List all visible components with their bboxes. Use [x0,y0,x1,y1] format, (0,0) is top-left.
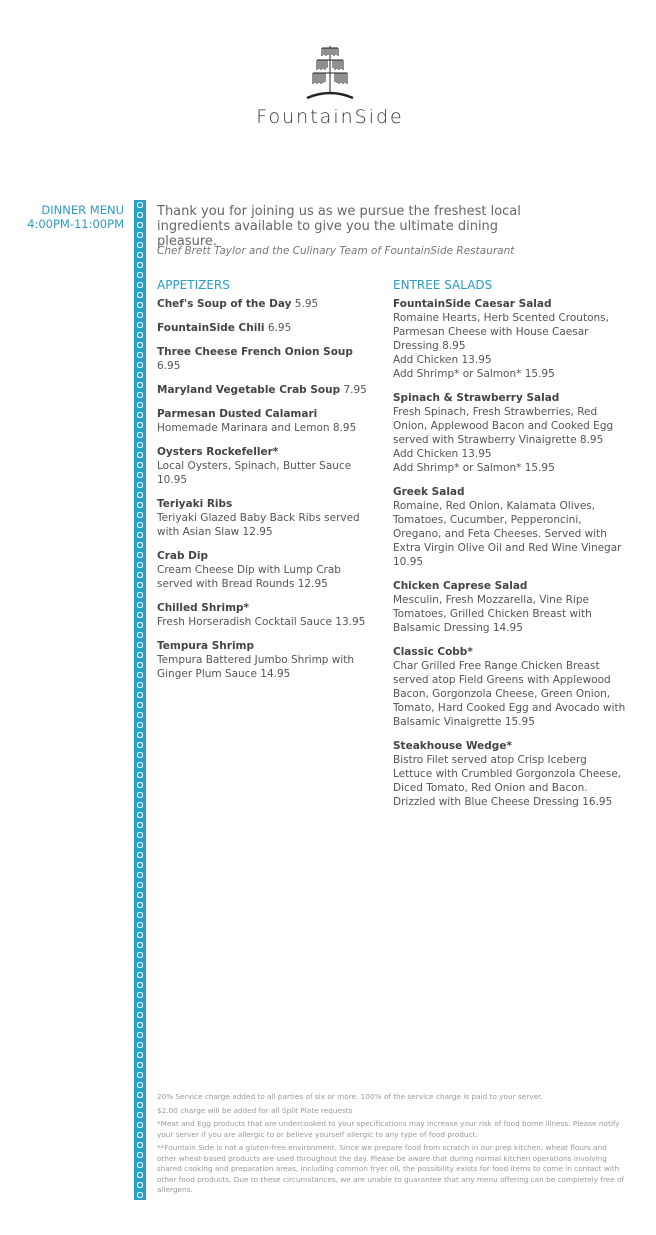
menu-item [157,445,377,487]
footnotes [157,1092,627,1199]
item-name: FountainSide Caesar Salad [393,298,552,310]
item-name: Spinach & Strawberry Salad [393,392,560,404]
item-desc: Cream Cheese Dip with Lump Crab served with Bread Rounds 12.95 [157,564,341,590]
section-heading: APPETIZERS [157,278,230,292]
item-name: Maryland Vegetable Crab Soup [157,384,341,396]
item-name: Chicken Caprese Salad [393,580,528,592]
fountain-icon [295,40,365,102]
item-desc: Bistro Filet served atop Crisp Iceberg Lettuce with Crumbled Gorgonzola Cheese, Diced Tomato, Red Onion and Bacon. Drizzled with Blue Cheese Dressing 16.95 [393,754,622,808]
item-desc: Fresh Spinach, Fresh Strawberries, Red Onion, Applewood Bacon and Cooked Egg served with Strawberry Vinaigrette 8.95 [393,406,614,446]
item-name: Crab Dip [157,550,208,562]
item-name: Greek Salad [393,486,465,498]
footnote: *Meat and Egg products that are undercooked to your specifications may increase your risk of food borne illness. Please notify your server if you are allergic to or believe yourself allergic to any type of food product. [157,1119,620,1139]
item-price: 5.95 [294,298,319,310]
appetizers-section [157,278,377,691]
item-name: FountainSide Chili [157,322,265,334]
menu-item [157,549,377,591]
item-desc: Romaine, Red Onion, Kalamata Olives, Tomatoes, Cucumber, Pepperoncini, Oregano, and Feta Cheeses. Served with Extra Virgin Olive Oil and Red Wine Vinegar 10.95 [393,500,622,568]
item-desc: Tempura Battered Jumbo Shrimp with Ginger Plum Sauce 14.95 [157,654,355,680]
item-name: Chef's Soup of the Day [157,298,292,310]
item-name: Parmesan Dusted Calamari [157,408,318,420]
menu-item [393,485,628,569]
menu-item [157,345,377,373]
section-heading: ENTREE SALADS [393,278,493,292]
menu-item [393,297,628,381]
menu-item [393,739,628,809]
item-name: Steakhouse Wedge* [393,740,512,752]
menu-item [157,601,377,629]
menu-item [157,321,377,335]
item-name: Tempura Shrimp [157,640,255,652]
item-price: 6.95 [267,322,292,334]
chef-credit: Chef Brett Taylor and the Culinary Team of FountainSide Restaurant [157,245,515,257]
item-extra1: Add Chicken 13.95 [393,448,492,460]
menu-label [27,203,124,231]
item-name: Three Cheese French Onion Soup [157,346,353,358]
footnote: 20% Service charge added to all parties of six or more. 100% of the service charge is paid to your server. [157,1092,543,1101]
intro-text: Thank you for joining us as we pursue the freshest local ingredients available to give you the ultimate dining pleasure. [157,204,521,249]
item-extra2: Add Shrimp* or Salmon* 15.95 [393,368,555,380]
item-price: 6.95 [157,360,181,372]
item-extra1: Add Chicken 13.95 [393,354,492,366]
menu-item [157,407,377,435]
salads-section [393,278,628,819]
item-extra2: Add Shrimp* or Salmon* 15.95 [393,462,555,474]
decorative-border [134,200,146,1200]
item-name: Chilled Shrimp* [157,602,250,614]
menu-item [157,297,377,311]
item-desc: Char Grilled Free Range Chicken Breast served atop Field Greens with Applewood Bacon, Gorgonzola Cheese, Green Onion, Tomato, Hard Cooked Egg and Avocado with Balsamic Vinaigrette 15.95 [393,660,626,728]
footnote: **Fountain Side is not a gluten-free environment. Since we prepare food from scratch in our prep kitchen, wheat flours and other wheat-based products are used throughout the day. Please be aware that during normal kitchen operations involving shared cooking and preparation areas, including common fryer oil, the possibility exists for food items to come in contact with other food products. Due to these circumstances, we are unable to guarantee that any menu offering can be completely free of allergens. [157,1143,625,1194]
menu-title: DINNER MENU [41,203,124,217]
item-name: Oysters Rockefeller* [157,446,279,458]
menu-item [393,391,628,475]
item-price: 7.95 [343,384,367,396]
menu-item [393,579,628,635]
item-name: Classic Cobb* [393,646,473,658]
menu-hours: 4:00PM-11:00PM [27,217,124,231]
logo [250,40,410,128]
footnote: $2.00 charge will be added for all Split Plate requests [157,1105,353,1115]
item-desc: Romaine Hearts, Herb Scented Croutons, Parmesan Cheese with House Caesar Dressing 8.95 [393,312,609,352]
menu-item [393,645,628,729]
item-desc: Mesculin, Fresh Mozzarella, Vine Ripe Tomatoes, Grilled Chicken Breast with Balsamic Dressing 14.95 [393,594,592,634]
item-desc: Homemade Marinara and Lemon 8.95 [157,422,357,434]
menu-item [157,497,377,539]
brand-name: FountainSide [256,106,404,128]
item-desc: Local Oysters, Spinach, Butter Sauce 10.95 [157,460,352,486]
item-desc: Teriyaki Glazed Baby Back Ribs served with Asian Slaw 12.95 [157,512,360,538]
item-desc: Fresh Horseradish Cocktail Sauce 13.95 [157,616,366,628]
menu-item [157,639,377,681]
item-name: Teriyaki Ribs [157,498,233,510]
menu-item [157,383,377,397]
